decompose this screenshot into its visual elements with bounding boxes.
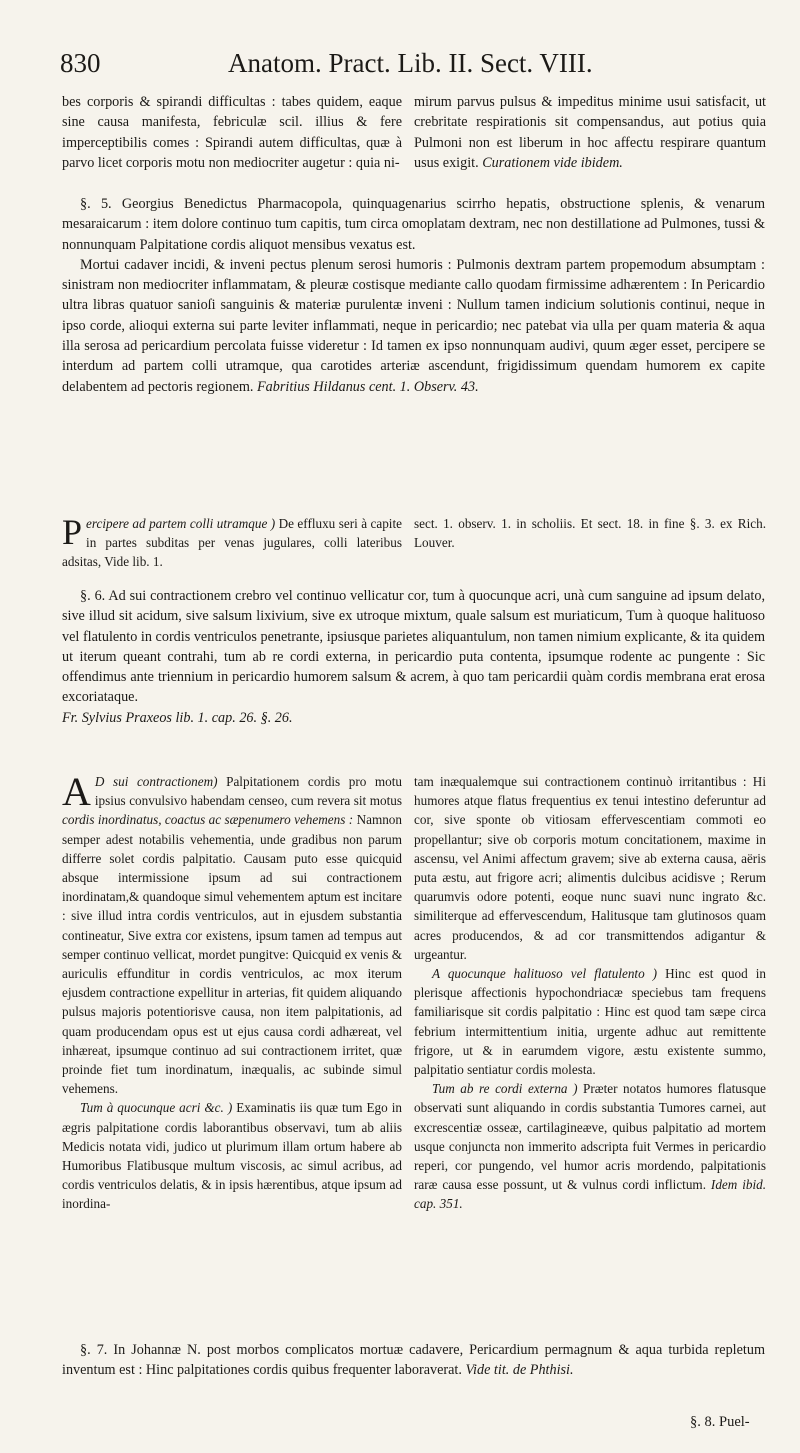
section-6 <box>62 586 765 728</box>
section-7 <box>62 1340 765 1381</box>
commentary-lemma-4: Tum ab re cordi externa ) <box>432 1081 578 1097</box>
top-right-para <box>414 92 766 173</box>
commentary-right-cite: Idem ibid. cap. 351. <box>414 1177 767 1212</box>
note-1-right <box>414 514 766 552</box>
section-6-cite: Fr. Sylvius Praxeos lib. 1. cap. 26. §. 26. <box>62 709 293 726</box>
note-1-dropcap: P <box>62 512 83 552</box>
section-7-cite: Vide tit. de Phthisi. <box>465 1362 574 1379</box>
commentary-lemma-2: Tum à quocunque acri &c. ) <box>80 1100 233 1116</box>
top-right-text: mirum parvus pulsus & impeditus minime usui satisfacit, ut crebritate respirationis sit compensandus, aut potius quia Pulmoni non est liberum in hoc affectu respirare quantum usus exigit. <box>414 94 766 171</box>
commentary-right-3: Præter notatos humores flatusque observati sunt aliquando in cordis substantia Tumores carnei, aut excrescentiæ osseæ, cartilagineæve, quibus palpitatio ad mortem usque conjuncta non immerito adscripta fuit Vermes in pericardio reperi, cor pungendo, vel humor acris mordendo, palpitationis raræ causa esse possunt, ut & vulnus cordi inflictum. <box>414 1081 766 1193</box>
commentary-left-para-1 <box>62 769 403 1098</box>
commentary-left-1b: Namnon semper adest notabilis vehementia, unde gradibus non parum differre solet cordis palpitatio. Causam puto esse quicquid absque intermissione ipsum ad sui contractionem inordinatam,& quandoque simul vehementem aptum est incitare : sive illud intra cordis ventriculos, aut in ejusdem substantia contineatur, Sive extra cor existens, ipsum tamen ad tempus aut semper continuo vellicat, mordet pungitve: Quicquid ex venis & auriculis effunditur in cordis ventriculos, ac mox iterum ejusdem contractione expellitur in arterias, fit quidem aliquando pulsus majoris potentiorisve causa, non item palpitationis, ad quam producendam opus est ut ejus causa cordi adhæreat, vel inhæreat, ipsumque continuo ad sui contractionem irritet, quæ proinde fiet tum inordinatum, inæqualis, ac subinde simul vehemens. <box>62 812 402 1097</box>
top-right-cite: Curationem vide ibidem. <box>482 154 623 171</box>
section-5-cite: Fabritius Hildanus cent. 1. Observ. 43. <box>257 378 479 395</box>
section-5-para-2-text: Mortui cadaver incidi, & inveni pectus plenum serosi humoris : Pulmonis dextram partem propemodum absumptam : sinistram non mediocriter inflammatam, & pleuræ costisque mediante callo quodam firmissime adhærentem : In Pericardio ultra libras quatuor sanioſi sanguinis & materiæ purulentæ inveni : Nullum tamen indicium solutionis continui, neque in ipso corde, alioqui externa sui parte leviter inflammati, neque in pericardio; nec patebat via ulla per quam materia & aqua illa serosa ad pericardium percolata fuisse videretur : Id tamen ex ipso nonnunquam audivi, quum æger esset, percipere se interdum ad partem colli utramque, qua carotides arteriæ ascendunt, frigidissimum quendam humorem ex capite delabentem ad pectoris regionem. <box>62 256 765 395</box>
commentary-dropcap: A <box>62 769 91 814</box>
note-1-right-text: sect. 1. observ. 1. in scholiis. Et sect. 18. in fine §. 3. ex Rich. Louver. <box>414 516 766 551</box>
note-1-lemma: ercipere ad partem colli utramque ) <box>86 516 276 531</box>
section-5 <box>62 194 765 397</box>
note-1-para <box>62 514 402 572</box>
commentary-left-1-italic: cordis inordinatus, coactus ac sæpenumero vehemens : <box>62 812 354 828</box>
commentary-right <box>414 772 766 1214</box>
commentary-right-2: Hinc est quod in plerisque affectionis hypochondriacæ speciebus tam frequens familiarisque sit cordis palpitatio : Hinc est quod tam sæpe circa febrium intermittentium initia, urgente adhuc aut remittente frigore, ut & in earumdem vigore, æstu existente summo, palpitatio sentiatur cordis molesta. <box>414 966 766 1078</box>
note-1-left <box>62 514 402 572</box>
page-number: 830 <box>60 48 101 78</box>
page-header <box>60 48 760 92</box>
commentary-right-1: tam inæqualemque sui contractionem continuò irritantibus : Hi humores atque flatus frequentius ex tenui intestino deferuntur ad cor, sive sponte ob vitiosam effervescentiam commoti eo propellantur; sive ob corporis motum concitationem, maxime in ascensu, vel Animi affectum gravem; sive ab externa causa, aëris puta æstu, aut frigore acri; alimentis dulcibus acidisve ; Rerum quarumvis odore potenti, eoque nunc suavi nunc ingrato &c. similiterque ad effervescendum, Halitusque tam glutinosos quam acres producendos, & ad cor transmittendos adigantur & urgeantur. <box>414 774 766 962</box>
commentary-right-para-2 <box>414 964 766 1079</box>
catchword: §. 8. Puel- <box>690 1414 750 1430</box>
running-title: Anatom. Pract. Lib. II. Sect. VIII. <box>228 48 593 78</box>
section-7-para <box>62 1340 765 1381</box>
commentary-left-para-2 <box>62 1098 402 1213</box>
commentary-lemma-3: A quocunque halituoso vel flatulento ) <box>432 966 658 982</box>
top-left-text: bes corporis & spirandi difficultas : tabes quidem, eaque sine causa manifesta, febriculæ scil. illius & fere imperceptibilis comes : Spirandi autem difficultas, quæ à parvo licet corporis motu non mediocriter augetur : quia ni- <box>62 94 402 171</box>
commentary-lemma-1: D sui contractionem) <box>94 774 218 789</box>
section-7-text: §. 7. In Johannæ N. post morbos complicatos mortuæ cadavere, Pericardium permagnum & aqua turbida repletum inventum est : Hinc palpitationes cordis quibus frequenter laboraverat. <box>62 1342 765 1379</box>
section-6-text: §. 6. Ad sui contractionem crebro vel continuo vellicatur cor, tum à quocunque acri, unà cum sanguine ad ipsum delato, sive illud sit acidum, sive salsum lixivium, sive ex utroque mixtum, quale salsum est muriaticum, Tum à quoque halituoso vel flatulento in cordis ventriculos penetrante, ipsiusque parietes aliquantulum, non tamen nimium explicante, & ita quidem ut iterum queant contrahi, tum ab re cordi externa, in pericardio puta contenta, ipsumque rodente ac pungente : Sic offendimus ante triennium in pericardio humorem salsum & acrem, à quo tam pericardii quàm cordis membrana erat erosa excoriataque. <box>62 588 765 706</box>
section-5-para-2 <box>62 255 765 397</box>
top-left-column <box>62 92 402 173</box>
commentary-right-para-3 <box>414 1079 766 1213</box>
note-1-left-text: De effluxu seri à capite in partes subditas per venas jugulares, colli lateribus adsitas, Vide lib. 1. <box>62 516 402 570</box>
commentary-left-1: Palpitationem cordis pro motu ipsius convulsivo habendam censeo, cum revera sit motus <box>94 774 403 809</box>
commentary-left <box>62 769 403 1214</box>
section-5-para-1: §. 5. Georgius Benedictus Pharmacopola, quinquagenarius scirrho hepatis, obstructione splenis, & venarum mesaraicarum : item dolore continuo tum capitis, tum circa omoplatam dextram, nec non destillatione ad Pulmones, tussi & nonnunquam Palpitatione cordis aliquot mensibus vexatus est. <box>62 196 765 253</box>
top-right-column <box>414 92 766 173</box>
commentary-left-2: Examinatis iis quæ tum Ego in ægris palpitatione cordis laborantibus observavi, tum ab aliis Medicis notata vidi, judico ut plurimum illam ortum habere ab Humoribus Flatibusque multum viscosis, ac simul acribus, ad cordis ventriculos delatis, & in ipsis hærentibus, atque ipsum ad inordina- <box>62 1100 402 1212</box>
